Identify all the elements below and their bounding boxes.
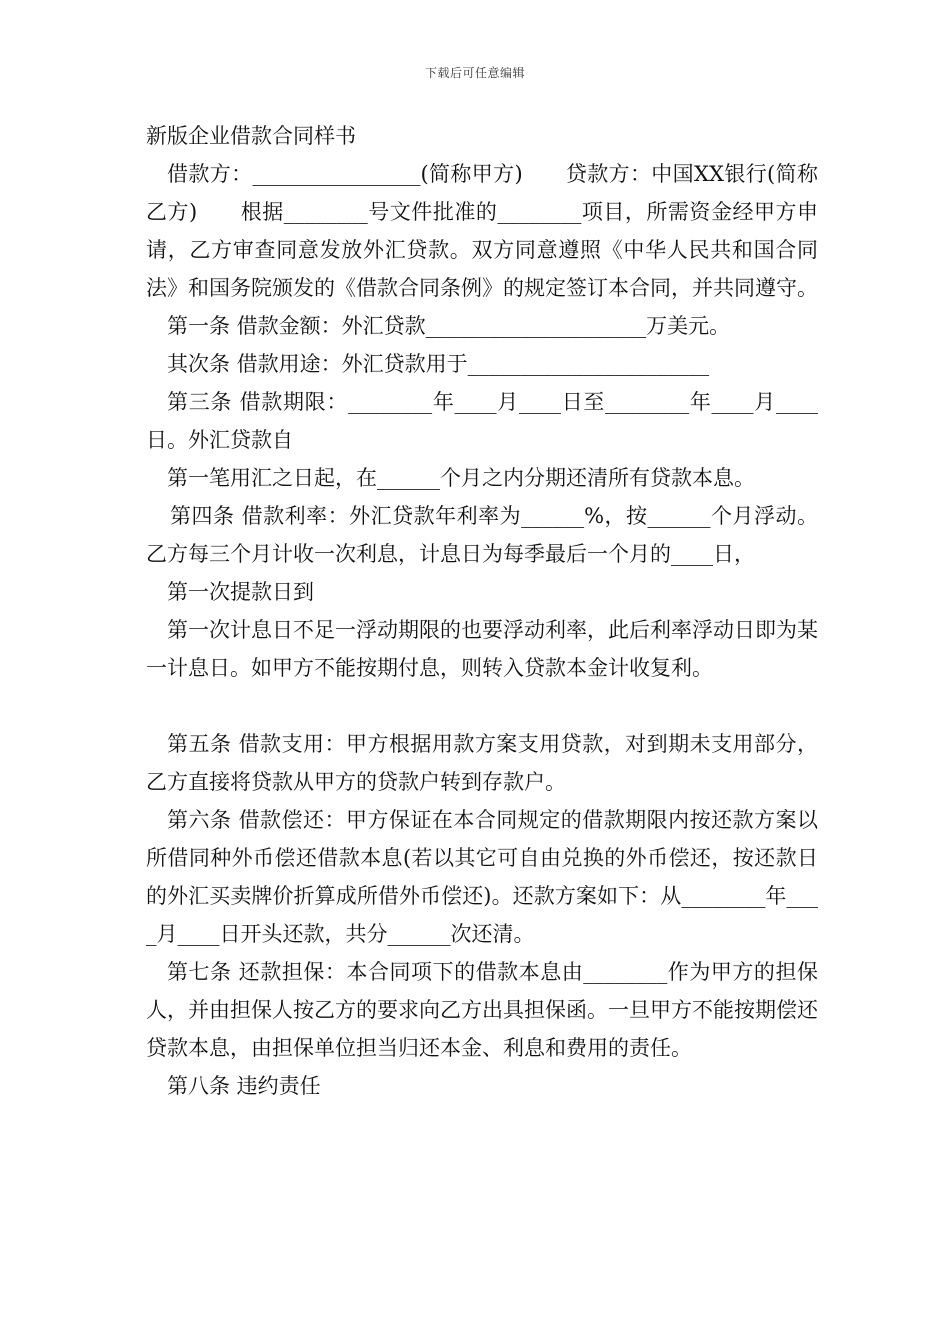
paragraph-article-7: 第七条 还款担保：本合同项下的借款本息由________作为甲方的担保人，并由担保人按乙方的要求向乙方出具担保函。一旦甲方不能按期偿还贷款本息，由担保单位担当归还本金、利息和费用的责任。 (146, 960, 818, 1060)
paragraph-article-1: 第一条 借款金额：外汇贷款_____________________万美元。 (167, 314, 731, 338)
paragraph-interest-note: 第一次计息日不足一浮动期限的也要浮动利率，此后利率浮动日即为某一计息日。如甲方不能按期付息，则转入贷款本金计收复利。 (146, 618, 818, 680)
paragraph-preamble: 借款方：________________(简称甲方) 贷款方：中国XX银行(简称乙方) 根据________号文件批准的________项目，所需资金经甲方申请，乙方审查同意发放外汇贷款。双方同意遵照《中华人民共和国合同法》和国务院颁发的《借款合同条例》的规定签订本合同，并共同遵守。 (146, 162, 818, 300)
paragraph-article-2: 其次条 借款用途：外汇贷款用于_______________________ (167, 352, 710, 376)
contract-document (146, 117, 818, 1105)
document-title: 新版企业借款合同样书 (146, 124, 356, 148)
paragraph-article-5: 第五条 借款支用：甲方根据用款方案支用贷款，对到期未支用部分，乙方直接将贷款从甲方的贷款户转到存款户。 (146, 732, 818, 794)
paragraph-article-6: 第六条 借款偿还：甲方保证在本合同规定的借款期限内按还款方案以所借同种外币偿还借款本息(若以其它可自由兑换的外币偿还，按还款日的外汇买卖牌价折算成所借外币偿还)。还款方案如下：从________年____月____日开头还款，共分______次还清。 (146, 808, 818, 946)
paragraph-article-3: 第三条 借款期限：________年____月____日至________年____月____日。外汇贷款自 (146, 390, 818, 452)
blank-line (146, 687, 818, 725)
paragraph-article-8: 第八条 违约责任 (167, 1074, 321, 1098)
paragraph-article-4: 第四条 借款利率：外汇贷款年利率为______%，按______个月浮动。乙方每三个月计收一次利息，计息日为每季最后一个月的____日， (146, 504, 818, 566)
page-header-note: 下载后可任意编辑 (424, 66, 525, 80)
paragraph-first-withdrawal: 第一次提款日到 (167, 580, 314, 604)
paragraph-article-3-cont: 第一笔用汇之日起，在______个月之内分期还清所有贷款本息。 (167, 466, 755, 490)
